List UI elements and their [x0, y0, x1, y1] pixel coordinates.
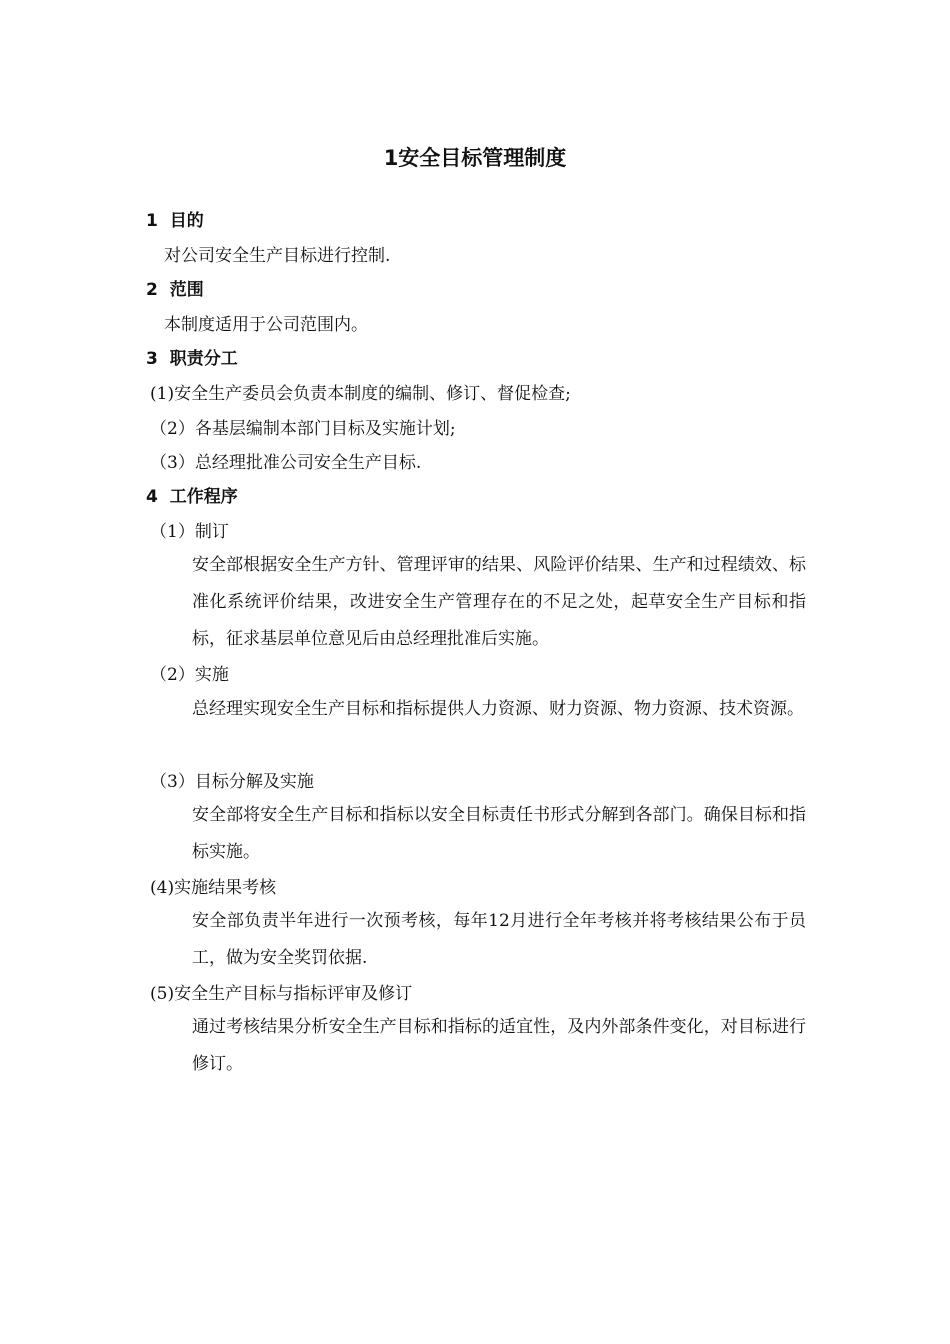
procedure-text-formulate: 安全部根据安全生产方针、管理评审的结果、风险评价结果、生产和过程绩效、标准化系统评价结果，改进安全生产管理存在的不足之处，起草安全生产目标和指标，征求基层单位意见后由总经理批准后实施。: [192, 555, 806, 649]
procedure-label-review: (5)安全生产目标与指标评审及修订: [150, 984, 413, 1004]
procedure-label-decompose: （3）目标分解及实施: [150, 772, 314, 792]
section-text-scope: 本制度适用于公司范围内。: [164, 315, 368, 335]
procedure-label-assess: (4)实施结果考核: [150, 878, 277, 898]
procedure-label-implement: （2）实施: [150, 665, 229, 685]
responsibility-item-1: (1)安全生产委员会负责本制度的编制、修订、督促检查;: [150, 384, 571, 404]
procedure-text-assess: 安全部负责半年进行一次预考核，每年12月进行全年考核并将考核结果公布于员工，做为安全奖罚依据.: [192, 911, 806, 968]
document-title: 1安全目标管理制度: [383, 146, 567, 170]
section-heading-scope: 2 范围: [146, 280, 204, 300]
responsibility-item-3: （3）总经理批准公司安全生产目标.: [150, 453, 422, 473]
section-text-purpose: 对公司安全生产目标进行控制.: [164, 246, 391, 266]
procedure-label-formulate: （1）制订: [150, 522, 229, 542]
section-heading-procedure: 4 工作程序: [146, 487, 238, 507]
procedure-text-implement: 总经理实现安全生产目标和指标提供人力资源、财力资源、物力资源、技术资源。: [192, 699, 804, 719]
procedure-text-decompose: 安全部将安全生产目标和指标以安全目标责任书形式分解到各部门。确保目标和指标实施。: [192, 805, 806, 862]
procedure-text-review: 通过考核结果分析安全生产目标和指标的适宜性，及内外部条件变化，对目标进行修订。: [192, 1017, 806, 1074]
section-heading-responsibilities: 3 职责分工: [146, 349, 238, 369]
section-heading-purpose: 1 目的: [146, 211, 204, 231]
responsibility-item-2: （2）各基层编制本部门目标及实施计划;: [150, 419, 456, 439]
